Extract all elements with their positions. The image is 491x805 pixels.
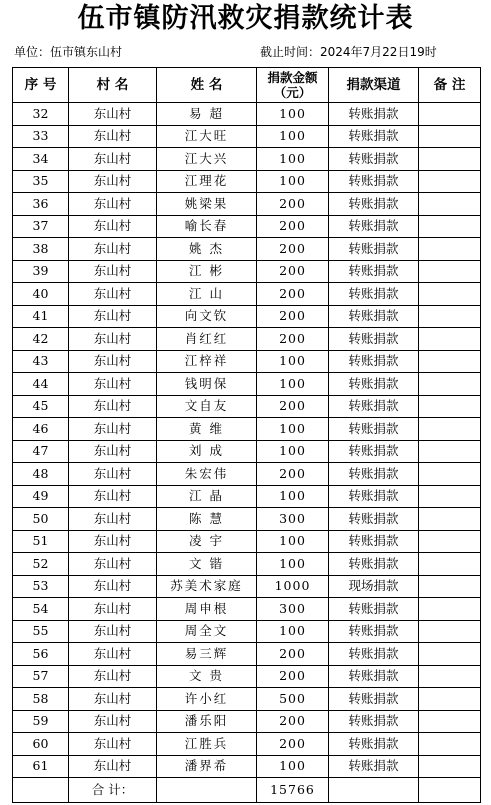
cell-channel: 转账捐款 (329, 350, 419, 373)
cell-seq: 33 (13, 125, 69, 148)
cell-amount: 200 (257, 260, 329, 283)
cell-village: 东山村 (69, 575, 157, 598)
cell-amount: 100 (257, 373, 329, 396)
cell-channel: 转账捐款 (329, 755, 419, 778)
cell-channel: 转账捐款 (329, 643, 419, 666)
header-seq: 序 号 (13, 68, 69, 103)
cell-name: 江 山 (157, 283, 257, 306)
cell-seq: 36 (13, 193, 69, 216)
cell-name: 向文钦 (157, 305, 257, 328)
cell-seq: 55 (13, 620, 69, 643)
cell-channel: 转账捐款 (329, 530, 419, 553)
cell-channel: 转账捐款 (329, 125, 419, 148)
cell-channel: 转账捐款 (329, 373, 419, 396)
cell-channel: 转账捐款 (329, 238, 419, 261)
cell-village: 东山村 (69, 373, 157, 396)
table-row (13, 215, 481, 238)
cell-name: 许小红 (157, 688, 257, 711)
cell-seq: 43 (13, 350, 69, 373)
header-amount-line1: 捐款金额 (267, 70, 318, 85)
cell-remark (419, 575, 481, 598)
cell-village: 东山村 (69, 485, 157, 508)
cell-seq: 61 (13, 755, 69, 778)
cell-village: 东山村 (69, 530, 157, 553)
cell-channel: 转账捐款 (329, 440, 419, 463)
cell-remark (419, 598, 481, 621)
cell-village: 东山村 (69, 733, 157, 756)
cell-remark (419, 350, 481, 373)
table-row (13, 148, 481, 171)
table-row (13, 193, 481, 216)
cell-remark (419, 395, 481, 418)
total-seq-cell (13, 778, 69, 803)
cell-name: 潘界希 (157, 755, 257, 778)
table-row (13, 710, 481, 733)
cell-amount: 100 (257, 103, 329, 126)
cell-name: 江 晶 (157, 485, 257, 508)
cell-seq: 48 (13, 463, 69, 486)
table-row (13, 643, 481, 666)
cell-amount: 1000 (257, 575, 329, 598)
cell-channel: 转账捐款 (329, 598, 419, 621)
total-channel-cell (329, 778, 419, 803)
table-row (13, 530, 481, 553)
cell-amount: 500 (257, 688, 329, 711)
cell-village: 东山村 (69, 553, 157, 576)
cell-name: 江大旺 (157, 125, 257, 148)
table-header-row (13, 68, 481, 103)
table-row (13, 485, 481, 508)
cell-name: 喻长春 (157, 215, 257, 238)
cell-name: 易三辉 (157, 643, 257, 666)
cell-amount: 100 (257, 125, 329, 148)
cell-village: 东山村 (69, 328, 157, 351)
cell-amount: 100 (257, 755, 329, 778)
cell-amount: 100 (257, 440, 329, 463)
cell-remark (419, 463, 481, 486)
cell-amount: 100 (257, 418, 329, 441)
table-row (13, 755, 481, 778)
cell-name: 文 贵 (157, 665, 257, 688)
cell-remark (419, 103, 481, 126)
header-amount (257, 68, 329, 103)
table-row (13, 125, 481, 148)
cell-channel: 转账捐款 (329, 283, 419, 306)
cell-seq: 47 (13, 440, 69, 463)
cell-amount: 200 (257, 305, 329, 328)
cell-seq: 54 (13, 598, 69, 621)
cell-name: 潘乐阳 (157, 710, 257, 733)
cell-seq: 52 (13, 553, 69, 576)
table-row (13, 665, 481, 688)
donation-table (12, 67, 481, 803)
cell-channel: 转账捐款 (329, 733, 419, 756)
unit-label: 单位：伍市镇东山村 (14, 45, 123, 59)
table-row (13, 418, 481, 441)
cell-seq: 34 (13, 148, 69, 171)
cell-village: 东山村 (69, 710, 157, 733)
cell-channel: 转账捐款 (329, 305, 419, 328)
cell-seq: 42 (13, 328, 69, 351)
cell-amount: 100 (257, 530, 329, 553)
cell-seq: 39 (13, 260, 69, 283)
cell-village: 东山村 (69, 170, 157, 193)
cell-name: 江大兴 (157, 148, 257, 171)
cell-village: 东山村 (69, 148, 157, 171)
cell-village: 东山村 (69, 598, 157, 621)
cell-remark (419, 170, 481, 193)
cell-amount: 100 (257, 553, 329, 576)
cell-channel: 转账捐款 (329, 508, 419, 531)
cell-name: 姚 杰 (157, 238, 257, 261)
cell-remark (419, 710, 481, 733)
cell-remark (419, 305, 481, 328)
cell-amount: 200 (257, 215, 329, 238)
cell-village: 东山村 (69, 688, 157, 711)
header-amount-line2: （元） (273, 85, 312, 100)
cell-name: 黄 维 (157, 418, 257, 441)
cell-remark (419, 553, 481, 576)
cell-village: 东山村 (69, 620, 157, 643)
cell-remark (419, 283, 481, 306)
cell-name: 易 超 (157, 103, 257, 126)
cell-remark (419, 373, 481, 396)
cell-remark (419, 665, 481, 688)
cell-remark (419, 328, 481, 351)
cell-remark (419, 418, 481, 441)
cell-village: 东山村 (69, 305, 157, 328)
cell-remark (419, 643, 481, 666)
cell-channel: 现场捐款 (329, 575, 419, 598)
cell-seq: 38 (13, 238, 69, 261)
cell-village: 东山村 (69, 755, 157, 778)
cell-name: 肖红红 (157, 328, 257, 351)
cell-channel: 转账捐款 (329, 170, 419, 193)
cell-amount: 200 (257, 665, 329, 688)
cell-channel: 转账捐款 (329, 193, 419, 216)
page-title: 伍市镇防汛救灾捐款统计表 (77, 3, 414, 34)
cell-village: 东山村 (69, 463, 157, 486)
table-row (13, 260, 481, 283)
table-row (13, 350, 481, 373)
cell-seq: 51 (13, 530, 69, 553)
table-row (13, 440, 481, 463)
cell-remark (419, 193, 481, 216)
header-name: 姓 名 (157, 68, 257, 103)
header-village: 村 名 (69, 68, 157, 103)
cell-amount: 200 (257, 283, 329, 306)
cell-name: 刘 成 (157, 440, 257, 463)
header-channel: 捐款渠道 (329, 68, 419, 103)
cell-name: 陈 慧 (157, 508, 257, 531)
table-row (13, 620, 481, 643)
table-row (13, 170, 481, 193)
cell-village: 东山村 (69, 103, 157, 126)
cell-seq: 35 (13, 170, 69, 193)
cell-amount: 300 (257, 598, 329, 621)
cell-name: 钱明保 (157, 373, 257, 396)
cell-channel: 转账捐款 (329, 260, 419, 283)
cell-village: 东山村 (69, 350, 157, 373)
cell-seq: 60 (13, 733, 69, 756)
table-row (13, 463, 481, 486)
cell-channel: 转账捐款 (329, 710, 419, 733)
cell-seq: 32 (13, 103, 69, 126)
cell-village: 东山村 (69, 125, 157, 148)
cell-remark (419, 215, 481, 238)
cell-seq: 59 (13, 710, 69, 733)
cell-name: 朱宏伟 (157, 463, 257, 486)
cell-channel: 转账捐款 (329, 665, 419, 688)
cell-seq: 50 (13, 508, 69, 531)
cell-name: 江理花 (157, 170, 257, 193)
table-row (13, 283, 481, 306)
cell-remark (419, 530, 481, 553)
cell-channel: 转账捐款 (329, 148, 419, 171)
table-row (13, 305, 481, 328)
cell-channel: 转账捐款 (329, 328, 419, 351)
cell-remark (419, 755, 481, 778)
cell-village: 东山村 (69, 665, 157, 688)
table-row (13, 688, 481, 711)
cell-channel: 转账捐款 (329, 103, 419, 126)
cell-amount: 200 (257, 463, 329, 486)
cell-channel: 转账捐款 (329, 620, 419, 643)
cell-channel: 转账捐款 (329, 418, 419, 441)
cell-channel: 转账捐款 (329, 215, 419, 238)
cell-amount: 200 (257, 328, 329, 351)
cell-remark (419, 508, 481, 531)
total-remark-cell (419, 778, 481, 803)
deadline-label: 截止时间：2024年7月22日19时 (260, 45, 437, 59)
cell-remark (419, 620, 481, 643)
table-row (13, 238, 481, 261)
cell-amount: 100 (257, 350, 329, 373)
cell-seq: 56 (13, 643, 69, 666)
cell-amount: 200 (257, 193, 329, 216)
cell-name: 文 锴 (157, 553, 257, 576)
cell-village: 东山村 (69, 193, 157, 216)
cell-name: 江 彬 (157, 260, 257, 283)
cell-amount: 100 (257, 148, 329, 171)
cell-village: 东山村 (69, 440, 157, 463)
cell-remark (419, 485, 481, 508)
cell-name: 姚梁果 (157, 193, 257, 216)
total-name-cell (157, 778, 257, 803)
cell-village: 东山村 (69, 283, 157, 306)
cell-village: 东山村 (69, 215, 157, 238)
cell-village: 东山村 (69, 260, 157, 283)
cell-channel: 转账捐款 (329, 485, 419, 508)
cell-seq: 41 (13, 305, 69, 328)
header-remark: 备 注 (419, 68, 481, 103)
table-row (13, 575, 481, 598)
cell-amount: 200 (257, 643, 329, 666)
cell-name: 江胜兵 (157, 733, 257, 756)
cell-amount: 100 (257, 620, 329, 643)
cell-seq: 37 (13, 215, 69, 238)
cell-remark (419, 733, 481, 756)
cell-channel: 转账捐款 (329, 553, 419, 576)
cell-amount: 200 (257, 710, 329, 733)
cell-channel: 转账捐款 (329, 395, 419, 418)
cell-amount: 200 (257, 395, 329, 418)
cell-village: 东山村 (69, 418, 157, 441)
cell-amount: 100 (257, 170, 329, 193)
cell-name: 苏美术家庭 (157, 575, 257, 598)
table-row (13, 103, 481, 126)
table-row (13, 553, 481, 576)
table-row (13, 373, 481, 396)
cell-channel: 转账捐款 (329, 688, 419, 711)
cell-channel: 转账捐款 (329, 463, 419, 486)
total-label: 合 计： (69, 778, 157, 803)
cell-village: 东山村 (69, 643, 157, 666)
total-row (13, 778, 481, 803)
cell-village: 东山村 (69, 395, 157, 418)
cell-remark (419, 260, 481, 283)
cell-seq: 40 (13, 283, 69, 306)
table-row (13, 508, 481, 531)
cell-seq: 45 (13, 395, 69, 418)
cell-amount: 200 (257, 238, 329, 261)
table-row (13, 598, 481, 621)
cell-amount: 300 (257, 508, 329, 531)
cell-name: 江梓祥 (157, 350, 257, 373)
cell-seq: 58 (13, 688, 69, 711)
cell-village: 东山村 (69, 238, 157, 261)
table-row (13, 395, 481, 418)
total-amount: 15766 (257, 778, 329, 803)
cell-remark (419, 125, 481, 148)
cell-remark (419, 688, 481, 711)
cell-seq: 44 (13, 373, 69, 396)
cell-name: 文自友 (157, 395, 257, 418)
table-row (13, 733, 481, 756)
cell-seq: 49 (13, 485, 69, 508)
cell-village: 东山村 (69, 508, 157, 531)
cell-seq: 57 (13, 665, 69, 688)
cell-remark (419, 440, 481, 463)
cell-remark (419, 148, 481, 171)
cell-name: 凌 宇 (157, 530, 257, 553)
cell-amount: 200 (257, 733, 329, 756)
cell-name: 周全文 (157, 620, 257, 643)
cell-seq: 53 (13, 575, 69, 598)
cell-seq: 46 (13, 418, 69, 441)
table-row (13, 328, 481, 351)
cell-name: 周申根 (157, 598, 257, 621)
cell-remark (419, 238, 481, 261)
cell-amount: 100 (257, 485, 329, 508)
